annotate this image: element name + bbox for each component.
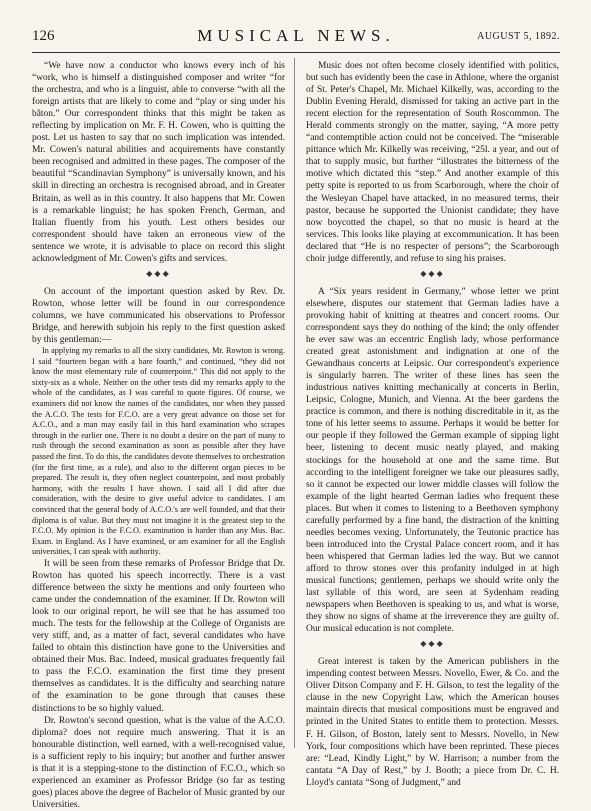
- column-divider: [294, 58, 295, 748]
- header-rule: [32, 52, 560, 53]
- right-column: [306, 60, 559, 788]
- bridge-reply-quote: In applying my remarks to all the sixty candidates, Mr. Rowton is wrong. I said “fourteen began with a bare fourth,” and continued, “they did not know the most elementary rule of counterpoint.” This did not apply to the sixty-six as a whole. Neither on the other tests did my remarks apply to the whole of the candidates, as I was careful to quote figures. Of course, we examiners did not know the names of the candidates, nor when they passed the A.C.O. The tests for F.C.O. are a very great advance on those set for A.C.O., and a man may easily fail in this hard examination who scrapes through in the earlier one. There is no doubt a desire on the part of many to rush through the second examination as soon as possible after they have passed the first. To do this, the candidates devote themselves to orchestration (for the first time, as a rule), and also to the different organ pieces to be prepared. The result is, they often neglect counterpoint, and most probably harmony, with the results I have shown. I said all I did after due consideration, with the desire to give useful advice to candidates. I am convinced that the general body of A.C.O.'s are well founded, and that their diploma is of value. But they must not imagine it is the greatest step to the F.C.O. My opinion is the F.C.O. examination is harder than any Mus. Bac. Exam. in England. As I have examined, or am examiner for all the English universities, I can speak with authority.: [32, 346, 285, 557]
- section-separator: ◆◆◆: [420, 639, 445, 649]
- page-number: 126: [32, 28, 55, 44]
- section-separator: ◆◆◆: [146, 268, 171, 278]
- politics-music-paragraph: Music does not often become closely identified with politics, but such has evidently been the case in Athlone, where the organist of St. Peter's Chapel, Mr. Michael Kilkelly, was, according to the Dublin Evening Herald, dismissed for taking an active part in the recent election for the representation of South Roscommon. The Herald comments strongly on the matter, saying, “A more petty “and contemptible action could not be conceived. The “miserable pittance which Mr. Kilkelly was receiving, “25l. a year, and out of that to supply music, but further “illustrates the bitterness of the motive which dictated this “step.” And another example of this petty spite is reported to us from Scarborough, where the choir of the Wesleyan Chapel have attacked, in no measured terms, their pastor, because he supported the Unionist candidate; they have now boycotted the chapel, so that no music is heard at the services. This looks like playing at excommunication. It has been declared that “He is no respecter of persons”; the Scarborough choir judge differently, and refuse to sing his praises.: [306, 61, 559, 264]
- masthead-title: MUSICAL NEWS.: [197, 26, 395, 45]
- rowton-intro-paragraph: On account of the important question asked by Rev. Dr. Rowton, whose letter will be found in our correspondence columns, we have communicated his observations to Professor Bridge, and herewith subjoin his reply to the first question asked by this gentleman:—: [32, 286, 285, 346]
- left-column: [32, 60, 285, 810]
- bridge-commentary-paragraph: It will be seen from these remarks of Professor Bridge that Dr. Rowton has quoted his speech incorrectly. There is a vast difference between the sixty he mentions and only fourteen who came under the condemnation of the examiner. If Dr. Rowton will look to our original report, he will see that he has assumed too much. The tests for the fellowship at the College of Organists are very stiff, and, as a matter of fact, several candidates who have failed to obtain this distinction have gone to the Universities and obtained their Mus. Bac. Indeed, musical graduates frequently fail to pass the F.C.O. examination the first time they present themselves as candidates. It is the difficulty and searching nature of the examination to be gone through that causes these distinctions to be so highly valued.: [32, 558, 285, 714]
- page-header: [32, 26, 560, 48]
- cowen-paragraph: “We have now a conductor who knows every inch of his “work, who is himself a distinguished composer and writer “for the orchestra, and who is a linguist, able to converse “with all the foreign artists that are likely to come and “play or sing under his bâton.” Our correspondent thinks that this might be taken as reflecting by implication on Mr. F. H. Cowen, who is quitting the post. Let us hasten to say that no such implication was intended. Mr. Cowen's natural abilities and acquirements have constantly been recognised and admitted in these pages. The composer of the beautiful “Scandinavian Symphony” is universally known, and his skill in directing an orchestra is recognised abroad, and in Greater Britain, as well as in this country. It also happens that Mr. Cowen is a remarkable linguist; he has spoken French, German, and Italian fluently from his youth. Lest others besides our correspondent should have taken an erroneous view of the sentence we wrote, it is advisable to place on record this slight acknowledgment of Mr. Cowen's gifts and services.: [32, 61, 285, 264]
- issue-date: AUGUST 5, 1892.: [477, 31, 560, 42]
- section-separator: ◆◆◆: [420, 268, 445, 278]
- aco-diploma-paragraph: Dr. Rowton's second question, what is the value of the A.C.O. diploma? does not require much answering. That it is an honourable distinction, well earned, with a well-recognised value, is a sufficient reply to his inquiry; but another and further answer is that it is a stepping-stone to the distinction of F.C.O., which so experienced an examiner as Professor Bridge (so far as testing goes) places above the degree of Bachelor of Music granted by our Universities.: [32, 715, 285, 810]
- copyright-contest-paragraph: Great interest is taken by the American publishers in the impending contest between Messrs. Novello, Ewer, & Co. and the Oliver Ditson Company and F. H. Gilson, to test the legality of the clause in the new Copyright Law, which the American houses maintain directs that musical compositions must be engraved and printed in the United States to entitle them to protection. Messrs. F. H. Gilson, of Boston, lately sent to Messrs. Novello, in New York, four compositions which have been reprinted. These pieces are: “Lead, Kindly Light,” by W. Harrison; a number from the cantata “A Day of Rest,” by J. Booth; a piece from Dr. C. H. Lloyd's cantata “Song of Judgment,” and: [306, 657, 559, 788]
- german-knitting-paragraph: A “Six years resident in Germany,” whose letter we print elsewhere, disputes our statement that German ladies have a provoking habit of knitting at theatres and concert rooms. Our correspondent says they do nothing of the kind; the only offender he ever saw was an eccentric English lady, whose performance created great astonishment and indignation at one of the Gewandhaus concerts at Leipsic. Our correspondent's experience is singularly barren. The writer of these lines has seen the industrious natives knitting mechanically at concerts in Berlin, Leipsic, Cologne, Munich, and Vienna. At the beer gardens the practice is common, and there is nothing discreditable in it, as the tone of his letter seems to assume. Perhaps it would be better for our people if they followed the German example of sipping light beer, listening to decent music neatly played, and making stockings for the household at one and the same time. But according to the intelligent foreigner we take our pleasures sadly, so it cannot be expected our lower middle classes will follow the example of the light hearted German ladies who frequent these places. But when it comes to listening to a Beethoven symphony carefully performed by a fine band, the distraction of the knitting needles becomes vexing. Unfortunately, the Teutonic practice has been introduced into the Crystal Palace concert room, and it has been whispered that German ladies led the way. But we cannot afford to throw stones over this profanity indulged in at high musical functions; gentlemen, perhaps we should write only the last syllable of this word, are seen at Sydenham reading newspapers when Beethoven is speaking to us, and what is worse, they show no signs of shame at the irreverence they are guilty of. Our musical education is not complete.: [306, 286, 559, 635]
